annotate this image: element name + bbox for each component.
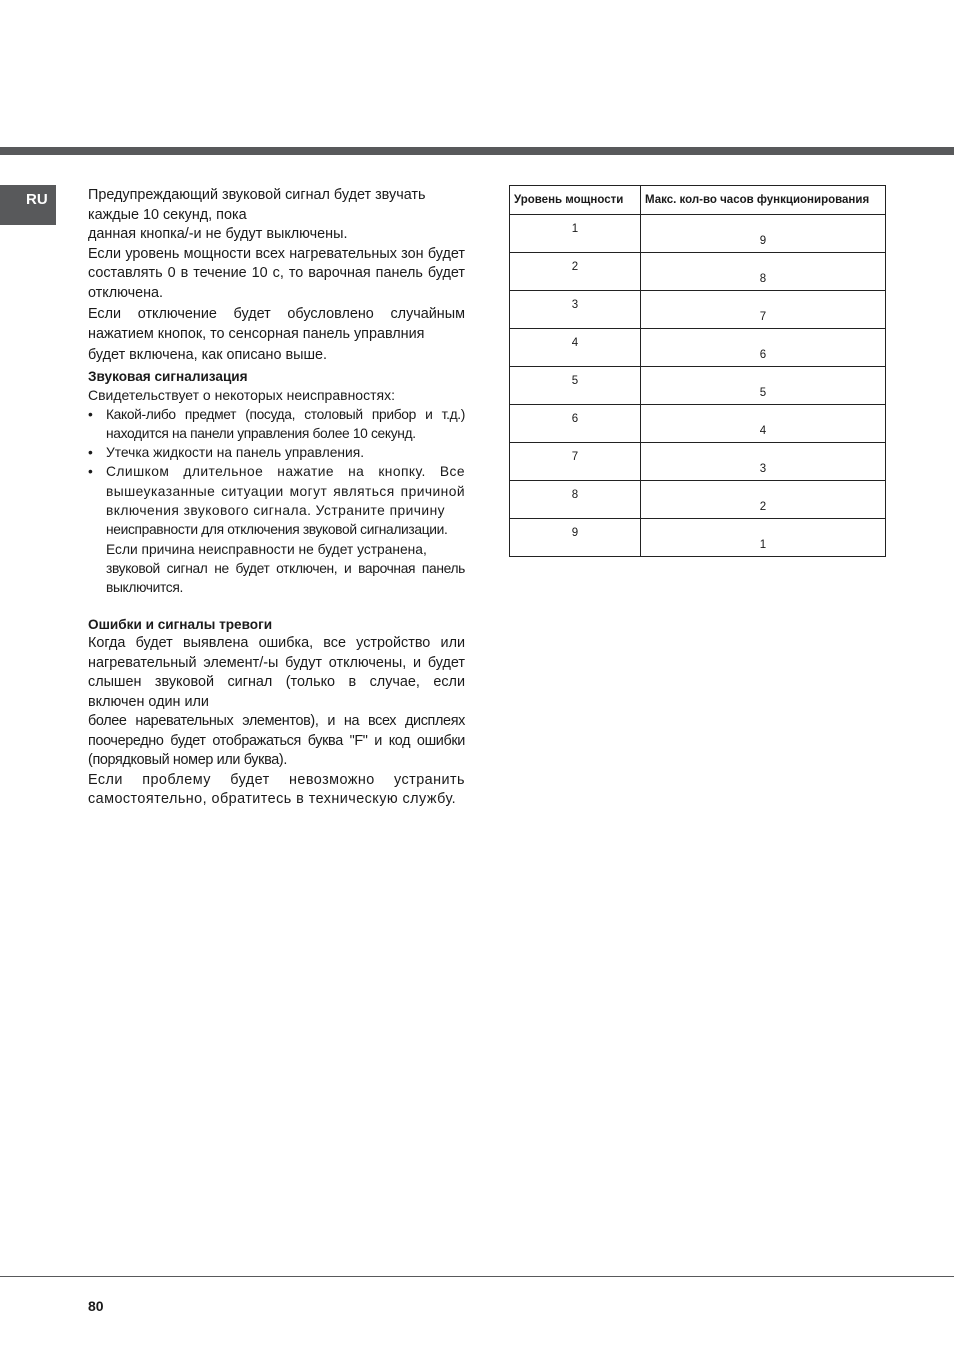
max-hours-cell: 5 bbox=[641, 367, 886, 405]
max-hours-cell: 6 bbox=[641, 329, 886, 367]
table-row bbox=[510, 215, 886, 253]
list-item-text: Какой-либо предмет (посуда, столовый прибор и т.д.) находится на панели управления более 10 секунд. bbox=[106, 406, 465, 441]
power-level-cell: 8 bbox=[510, 481, 641, 519]
page-number: 80 bbox=[88, 1298, 104, 1314]
table-row bbox=[510, 519, 886, 557]
table-row bbox=[510, 253, 886, 291]
sound-alarm-list bbox=[88, 405, 465, 598]
table-row bbox=[510, 329, 886, 367]
power-level-cell: 5 bbox=[510, 367, 641, 405]
errors-paragraph-2: более наревательных элементов), и на всех дисплеях поочередно будет отображаться буква "F" и код ошибки (порядковый номер или буква). bbox=[88, 713, 465, 769]
power-level-cell: 7 bbox=[510, 443, 641, 481]
list-item-text: неисправности для отключения звуковой сигнализации. bbox=[106, 522, 448, 538]
max-hours-cell: 2 bbox=[641, 481, 886, 519]
top-rule bbox=[0, 147, 954, 155]
power-level-cell: 3 bbox=[510, 291, 641, 329]
main-text-column bbox=[88, 186, 465, 810]
max-hours-cell: 3 bbox=[641, 443, 886, 481]
power-level-cell: 2 bbox=[510, 253, 641, 291]
column-header-max-hours: Макс. кол-во часов функционирования bbox=[641, 186, 886, 215]
table-row bbox=[510, 291, 886, 329]
errors-heading: Ошибки и сигналы тревоги bbox=[88, 617, 273, 633]
table-header-row bbox=[510, 186, 886, 215]
errors-paragraph-1: Когда будет выявлена ошибка, все устройство или нагревательный элемент/-ы будут отключены, и будет слышен звуковой сигнал (только в случае, если включен один или bbox=[88, 635, 465, 710]
list-item-text: Утечка жидкости на панель управления. bbox=[106, 445, 365, 461]
power-level-table bbox=[509, 185, 886, 557]
sound-alarm-lead: Свидетельствует о некоторых неисправностях: bbox=[88, 386, 395, 403]
intro-paragraph-5: будет включена, как описано выше. bbox=[88, 347, 328, 363]
power-level-cell: 6 bbox=[510, 405, 641, 443]
max-hours-cell: 9 bbox=[641, 215, 886, 253]
bullet-mark: • bbox=[88, 464, 93, 480]
table-row bbox=[510, 367, 886, 405]
sound-alarm-heading: Звуковая сигнализация bbox=[88, 368, 248, 384]
intro-paragraph-2: данная кнопка/-и не будут выключены. bbox=[88, 226, 348, 242]
table-row bbox=[510, 443, 886, 481]
intro-paragraph-4: Если отключение будет обусловлено случайным нажатием кнопок, то сенсорная панель управлния bbox=[88, 306, 465, 342]
table-row bbox=[510, 405, 886, 443]
list-item-text: Слишком длительное нажатие на кнопку. Все вышеуказанные ситуации могут являться причиной включения звукового сигнала. Устраните причину bbox=[106, 464, 465, 518]
power-level-cell: 1 bbox=[510, 215, 641, 253]
errors-paragraph-3: Если проблему будет невозможно устранить самостоятельно, обратитесь в техническую службу. bbox=[88, 771, 465, 808]
table-row bbox=[510, 481, 886, 519]
list-item bbox=[88, 443, 465, 462]
intro-paragraph-3: Если уровень мощности всех нагревательных зон будет составлять 0 в течение 10 с, то варочная панель будет отключена. bbox=[88, 245, 465, 301]
max-hours-cell: 7 bbox=[641, 291, 886, 329]
max-hours-cell: 8 bbox=[641, 253, 886, 291]
list-item-text: звуковой сигнал не будет отключен, и варочная панель выключится. bbox=[106, 560, 465, 596]
bullet-mark: • bbox=[88, 406, 93, 422]
power-level-cell: 9 bbox=[510, 519, 641, 557]
power-level-cell: 4 bbox=[510, 329, 641, 367]
language-tab: RU bbox=[0, 185, 56, 225]
bottom-rule bbox=[0, 1276, 954, 1277]
list-item bbox=[88, 462, 465, 597]
max-hours-cell: 4 bbox=[641, 405, 886, 443]
max-hours-cell: 1 bbox=[641, 519, 886, 557]
column-header-power-level: Уровень мощности bbox=[510, 186, 641, 215]
list-item bbox=[88, 405, 465, 444]
bullet-mark: • bbox=[88, 445, 93, 461]
list-item-text: Если причина неисправности не будет устранена, bbox=[106, 541, 427, 557]
intro-paragraph-1: Предупреждающий звуковой сигнал будет звучать каждые 10 секунд, пока bbox=[88, 187, 426, 223]
